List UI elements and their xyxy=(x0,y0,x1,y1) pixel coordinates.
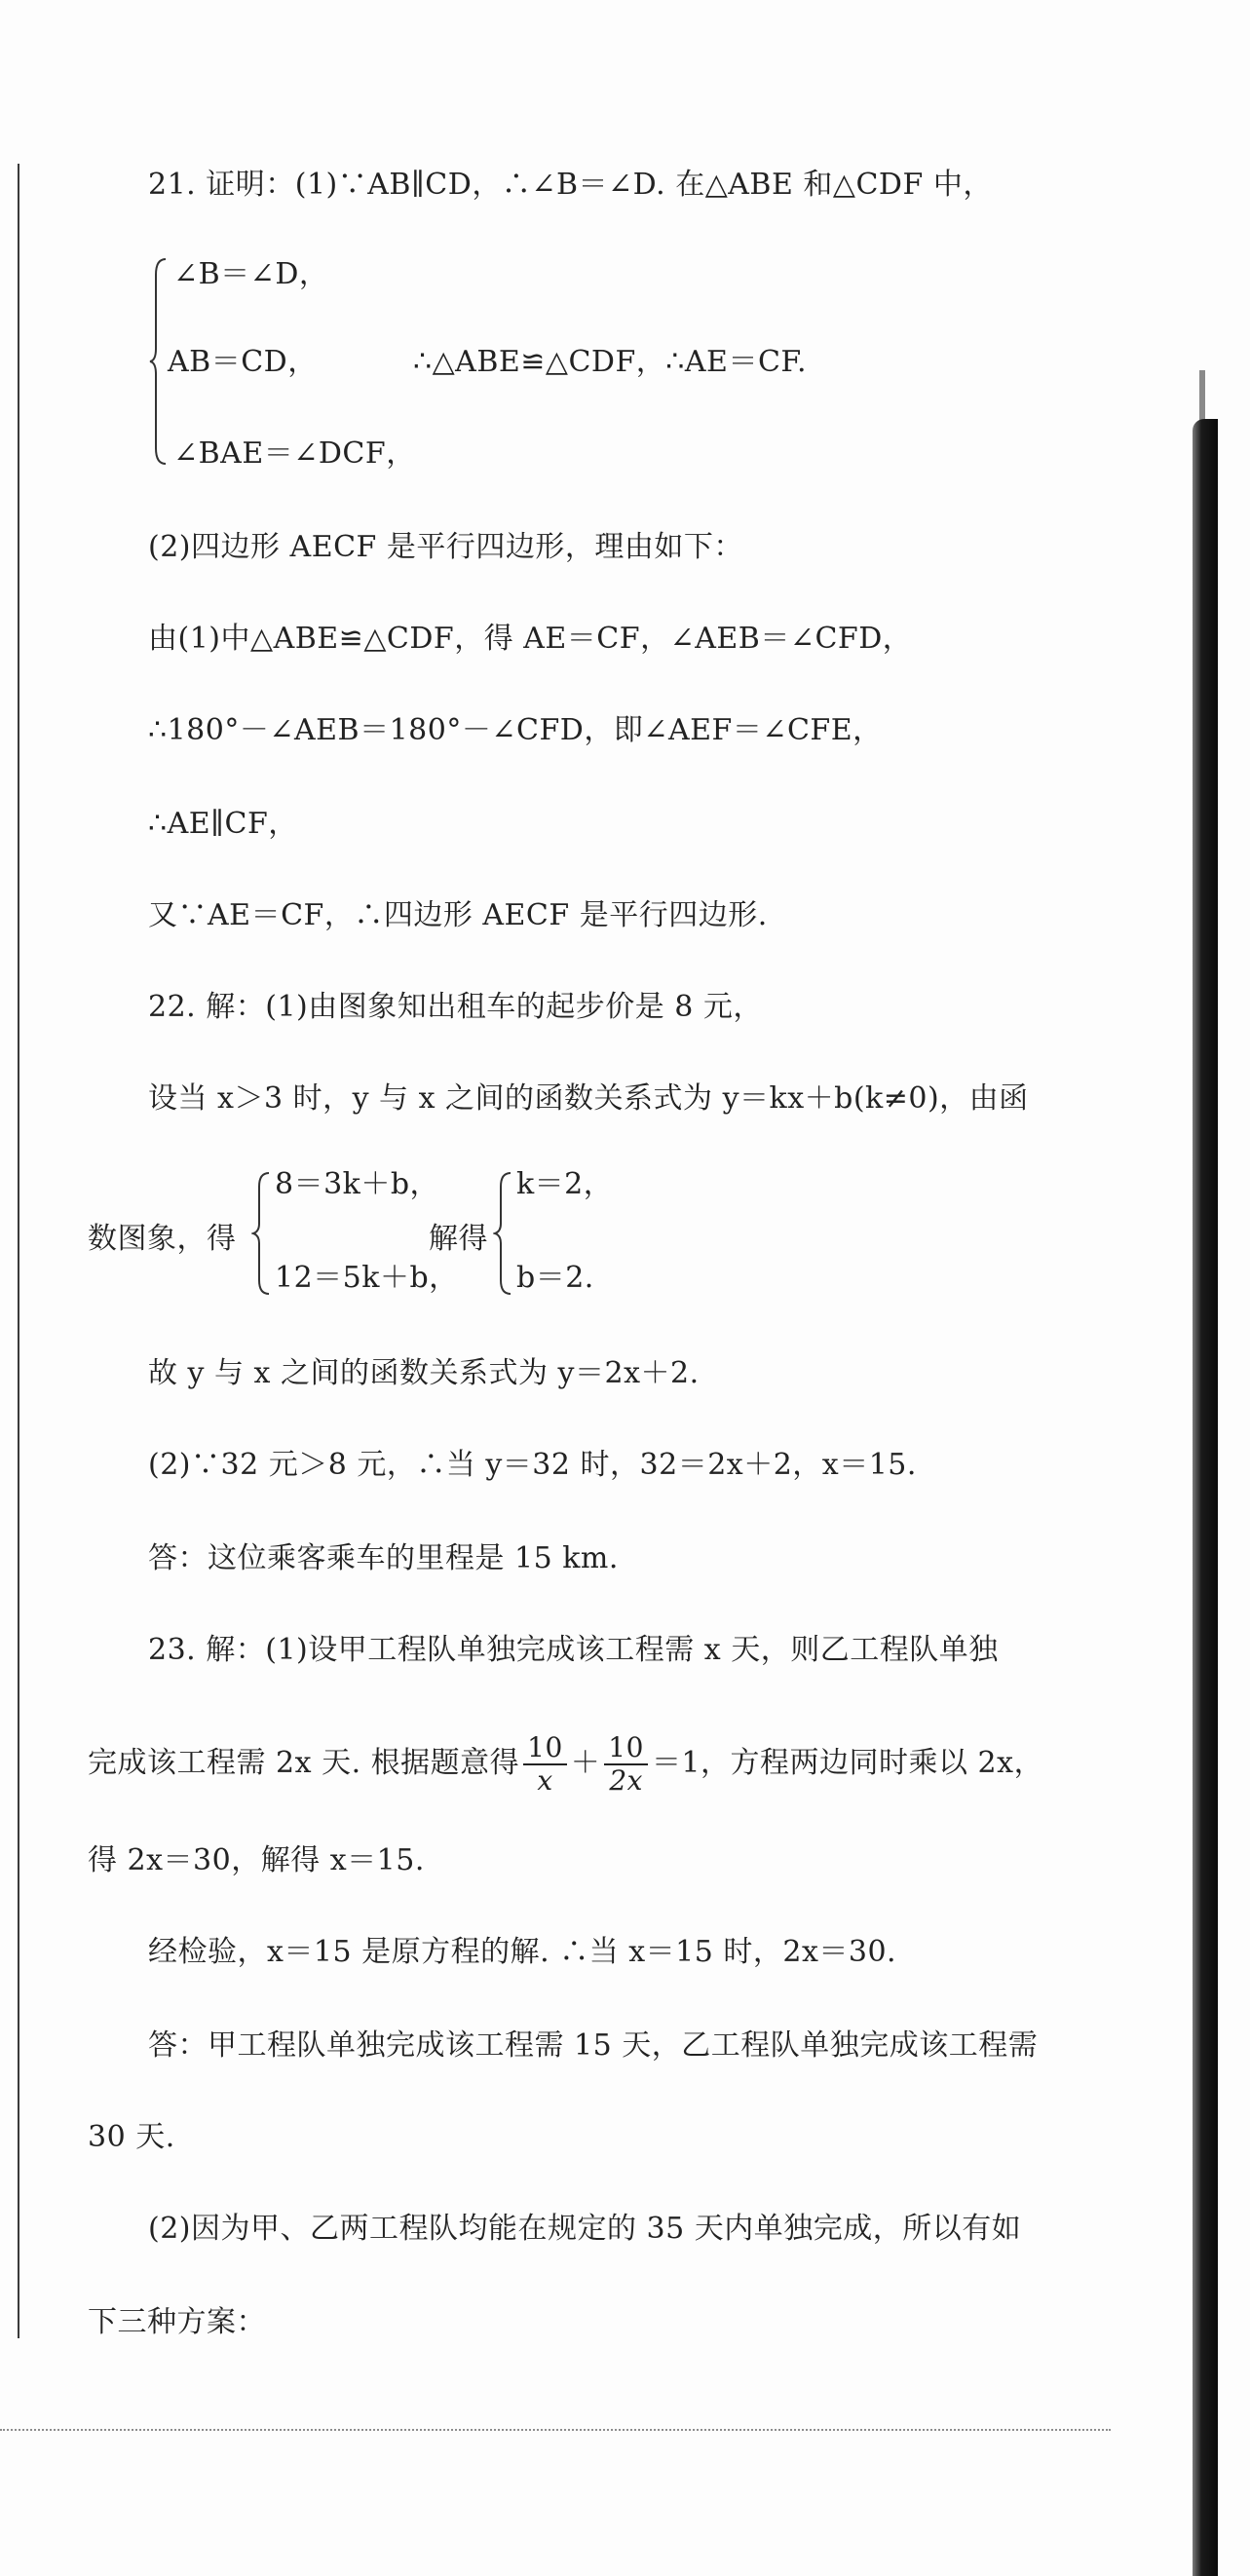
q21-part2-line-3: ∴AE∥CF， xyxy=(148,807,298,841)
q23-fraction-2-numerator: 10 xyxy=(604,1732,648,1765)
q21-part2-line-4: 又∵AE＝CF，∴四边形 AECF 是平行四边形. xyxy=(148,898,768,932)
q21-part2-intro: (2)四边形 AECF 是平行四边形，理由如下： xyxy=(148,530,743,564)
q23-line-2-prefix: 完成该工程需 2x 天. 根据题意得 xyxy=(88,1746,520,1780)
q23-line-7: (2)因为甲、乙两工程队均能在规定的 35 天内单独完成，所以有如 xyxy=(148,2212,1022,2246)
q23-line-5: 答：甲工程队单独完成该工程需 15 天，乙工程队单独完成该工程需 xyxy=(148,2028,1039,2063)
q22-system-lead: 数图象，得 xyxy=(88,1222,237,1256)
q23-fraction-2 xyxy=(604,1732,648,1797)
q21-part2-line-2: ∴180°－∠AEB＝180°－∠CFD，即∠AEF＝∠CFE， xyxy=(148,713,883,747)
q22-line-2: 设当 x＞3 时，y 与 x 之间的函数关系式为 y＝kx＋b(k≠0)，由函 xyxy=(148,1081,1029,1116)
bottom-dotted-rule xyxy=(0,2429,1111,2431)
q23-fraction-1-denominator: x xyxy=(537,1764,553,1797)
q21-line-1: 21. 证明：(1)∵AB∥CD，∴∠B＝∠D. 在△ABE 和△CDF 中， xyxy=(148,168,993,202)
q21-system-line-b: AB＝CD， xyxy=(168,345,318,379)
q21-system-brace xyxy=(148,255,170,468)
q23-plus-sign: ＋ xyxy=(570,1746,601,1780)
q22-system-brace xyxy=(251,1169,273,1298)
q22-line-3: 故 y 与 x 之间的函数关系式为 y＝2x＋2. xyxy=(148,1356,700,1390)
q23-line-2 xyxy=(88,1724,1043,1802)
q22-equation-2: 12＝5k＋b， xyxy=(275,1261,459,1295)
q22-solve-label: 解得 xyxy=(429,1222,488,1256)
q21-part2-line-1: 由(1)中△ABE≌△CDF，得 AE＝CF，∠AEB＝∠CFD， xyxy=(148,622,913,656)
q22-solution-brace xyxy=(493,1169,514,1298)
q22-equation-1: 8＝3k＋b， xyxy=(275,1167,440,1201)
q22-line-1: 22. 解：(1)由图象知出租车的起步价是 8 元， xyxy=(148,990,763,1024)
q21-system-line-a: ∠B＝∠D， xyxy=(173,257,329,291)
q21-system-conclusion: ∴△ABE≌△CDF，∴AE＝CF. xyxy=(413,345,808,379)
q23-fraction-1 xyxy=(523,1732,567,1797)
q23-line-4: 经检验，x＝15 是原方程的解. ∴当 x＝15 时，2x＝30. xyxy=(148,1935,897,1969)
q23-fraction-1-numerator: 10 xyxy=(523,1732,567,1765)
q23-line-3: 得 2x＝30，解得 x＝15. xyxy=(88,1843,425,1877)
q23-fraction-2-denominator: 2x xyxy=(609,1764,643,1797)
q22-line-4: (2)∵32 元＞8 元，∴当 y＝32 时，32＝2x＋2，x＝15. xyxy=(148,1448,917,1482)
q22-line-5: 答：这位乘客乘车的里程是 15 km. xyxy=(148,1541,619,1575)
q23-line-2-suffix: ＝1，方程两边同时乘以 2x， xyxy=(651,1746,1044,1780)
left-margin-rule xyxy=(18,164,19,2338)
q22-solution-1: k＝2， xyxy=(516,1167,614,1201)
q21-system-line-c: ∠BAE＝∠DCF， xyxy=(173,436,416,471)
q23-line-8: 下三种方案： xyxy=(88,2305,266,2339)
q23-line-6: 30 天. xyxy=(88,2120,175,2154)
scan-edge-shadow xyxy=(1193,419,1218,2576)
q23-line-1: 23. 解：(1)设甲工程队单独完成该工程需 x 天，则乙工程队单独 xyxy=(148,1633,999,1667)
q22-solution-2: b＝2. xyxy=(516,1261,594,1295)
